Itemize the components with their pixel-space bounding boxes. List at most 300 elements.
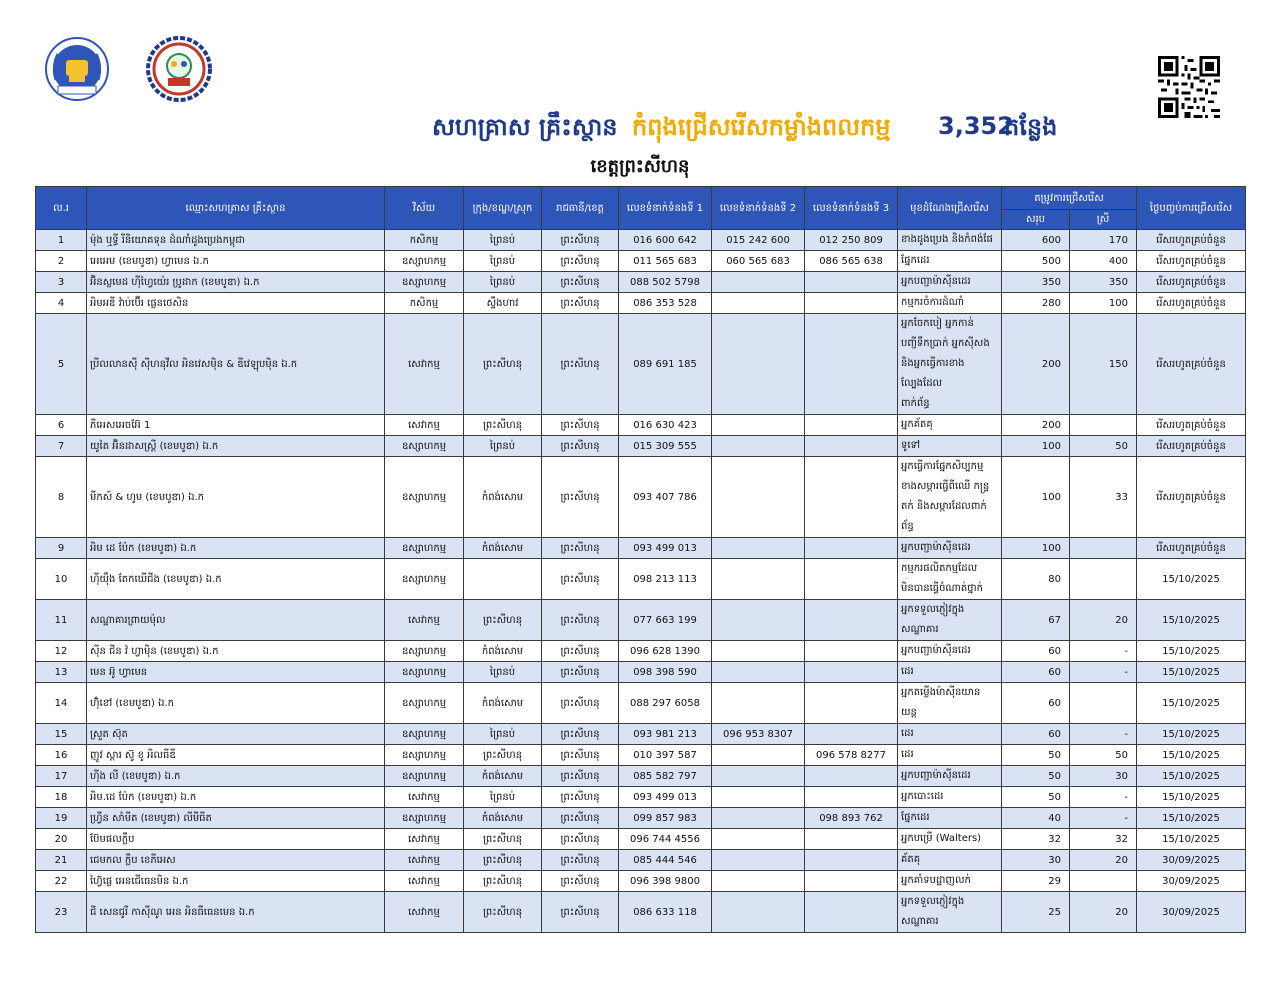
cell-total: 60 (1002, 683, 1070, 724)
cell-deadline: រើសរហូតគ្រប់ចំនួន (1137, 436, 1246, 457)
cell-company: ជី សេនជូរី កាស៊ីណូ អេន អិនធឺធេនមេន ឯ.ក (87, 892, 385, 933)
cell-province: ព្រះសីហនុ (542, 871, 619, 892)
cell-province: ព្រះសីហនុ (542, 808, 619, 829)
cell-sector: សេវាកម្ម (385, 850, 464, 871)
cell-phone2 (712, 892, 805, 933)
cell-total: 40 (1002, 808, 1070, 829)
cell-phone3 (805, 457, 898, 538)
cell-company: ហ្វ្រីន សាំមីត (ខេមបូឌា) លីមីធីត (87, 808, 385, 829)
cell-province: ព្រះសីហនុ (542, 745, 619, 766)
cell-company: មីកស៍ & ហូម (ខេមបូឌា) ឯ.ក (87, 457, 385, 538)
cell-province: ព្រះសីហនុ (542, 293, 619, 314)
cell-phone1: 011 565 683 (619, 251, 712, 272)
cell-phone3 (805, 766, 898, 787)
table-row (36, 766, 1246, 787)
cell-company: ជេមកល ក្លឹប ខេភីអេស (87, 850, 385, 871)
cell-phone1: 096 628 1390 (619, 641, 712, 662)
cell-deadline: 30/09/2025 (1137, 892, 1246, 933)
cell-deadline: រើសរហូតគ្រប់ចំនួន (1137, 293, 1246, 314)
position-line: និងអ្នកធ្វើការខាង (901, 358, 965, 369)
cell-province: ព្រះសីហនុ (542, 272, 619, 293)
cell-position (898, 724, 1002, 745)
cell-phone2 (712, 745, 805, 766)
cell-sector: ឧស្សាហកម្ម (385, 641, 464, 662)
cell-phone1: 086 633 118 (619, 892, 712, 933)
position-line: ពាក់ព័ន្ធ (901, 398, 930, 409)
table-row (36, 272, 1246, 293)
cell-deadline: 15/10/2025 (1137, 641, 1246, 662)
cell-phone1: 093 499 013 (619, 787, 712, 808)
cell-phone3 (805, 892, 898, 933)
cell-position (898, 641, 1002, 662)
cell-phone2: 015 242 600 (712, 230, 805, 251)
cell-deadline: 15/10/2025 (1137, 559, 1246, 600)
cell-sector: ឧស្សាហកម្ម (385, 683, 464, 724)
cell-total: 60 (1002, 641, 1070, 662)
cell-sector: ឧស្សាហកម្ម (385, 457, 464, 538)
cell-deadline: 15/10/2025 (1137, 724, 1246, 745)
position-line: មិនបានធ្វើចំណាត់ថ្នាក់ (901, 583, 984, 594)
cell-phone2 (712, 436, 805, 457)
cell-province: ព្រះសីហនុ (542, 892, 619, 933)
cell-company: អេអេម (ខេមបូឌា) ហ្វាមេន ឯ.ក (87, 251, 385, 272)
cell-no: 16 (36, 745, 87, 766)
cell-total: 100 (1002, 457, 1070, 538)
cell-female: 30 (1070, 766, 1137, 787)
cell-phone1: 088 502 5798 (619, 272, 712, 293)
cell-deadline: រើសរហូតគ្រប់ចំនួន (1137, 538, 1246, 559)
cell-no: 22 (36, 871, 87, 892)
cell-female: 400 (1070, 251, 1137, 272)
cell-phone3 (805, 850, 898, 871)
cell-female: - (1070, 787, 1137, 808)
cell-position (898, 808, 1002, 829)
position-line: អ្នកបញ្ជាម៉ាស៊ីនដេរ (901, 542, 971, 553)
cell-deadline: រើសរហូតគ្រប់ចំនួន (1137, 251, 1246, 272)
table-row (36, 724, 1246, 745)
cell-sector: ឧស្សាហកម្ម (385, 745, 464, 766)
position-line: អ្នកបញ្ជាម៉ាស៊ីនដេរ (901, 645, 971, 656)
cell-sector: កសិកម្ម (385, 230, 464, 251)
cell-company: ហ្វ៊ៃផ្លេ អេនជើធេនមិន ឯ.ក (87, 871, 385, 892)
table-row (36, 871, 1246, 892)
col-header-female: ស្រី (1070, 210, 1137, 230)
position-line: ខាងសម្ភារធ្វើពីឈើ កន្ទ្រ (901, 481, 990, 492)
cell-sector: កសិកម្ម (385, 293, 464, 314)
cell-district: ព្រៃនប់ (464, 251, 542, 272)
cell-no: 9 (36, 538, 87, 559)
cell-phone3 (805, 314, 898, 415)
cell-phone2: 096 953 8307 (712, 724, 805, 745)
cell-phone1: 016 630 423 (619, 415, 712, 436)
cell-district: ព្រះសីហនុ (464, 314, 542, 415)
cell-total: 100 (1002, 436, 1070, 457)
cell-total: 50 (1002, 745, 1070, 766)
table-row (36, 314, 1246, 415)
cell-phone1: 096 744 4556 (619, 829, 712, 850)
table-row (36, 538, 1246, 559)
cell-district: ស្ទឹងហាវ (464, 293, 542, 314)
cell-no: 3 (36, 272, 87, 293)
cell-phone1: 010 397 587 (619, 745, 712, 766)
cell-district: ព្រៃនប់ (464, 724, 542, 745)
total-count: 3,352 (938, 112, 1014, 140)
position-line: ល្បែងដែល (901, 378, 943, 389)
cell-position (898, 436, 1002, 457)
cell-phone1: 077 663 199 (619, 600, 712, 641)
cell-phone1: 016 600 642 (619, 230, 712, 251)
total-unit: កន្លែង (1004, 113, 1058, 141)
cell-district: ព្រៃនប់ (464, 436, 542, 457)
cell-position (898, 559, 1002, 600)
cell-total: 100 (1002, 538, 1070, 559)
position-line: ទូទៅ (901, 440, 921, 451)
position-line: អ្នកបម្រើ (Walters) (901, 833, 982, 844)
cell-company: អ៊ិនស្លមេដ ហ៊ីហ្វៃយ៉េរ ប្រូដាក (ខេមបូឌា) ឯ.ក (87, 272, 385, 293)
col-header-deadline: ថ្ងៃបញ្ចប់ការជ្រើសរើស (1137, 187, 1246, 230)
cell-no: 10 (36, 559, 87, 600)
cell-female (1070, 871, 1137, 892)
col-header-total: សរុប (1002, 210, 1070, 230)
col-header-company: ឈ្មោះសហគ្រាស គ្រឹះស្ថាន (87, 187, 385, 230)
cell-position (898, 871, 1002, 892)
table-row (36, 415, 1246, 436)
cell-district: ព្រះសីហនុ (464, 829, 542, 850)
cell-no: 17 (36, 766, 87, 787)
cell-total: 500 (1002, 251, 1070, 272)
cell-female: 20 (1070, 850, 1137, 871)
cell-province: ព្រះសីហនុ (542, 766, 619, 787)
position-line: ដេរ (901, 728, 914, 739)
cell-position (898, 272, 1002, 293)
cell-phone3: 012 250 809 (805, 230, 898, 251)
cell-female: 33 (1070, 457, 1137, 538)
cell-female: 50 (1070, 436, 1137, 457)
cell-district: ព្រះសីហនុ (464, 415, 542, 436)
table-row (36, 829, 1246, 850)
cell-no: 20 (36, 829, 87, 850)
cell-company: ម៉ុង ឬទ្ធី រីនិយោគទុន ដំណាំដូងប្រេងកម្ពុជា (87, 230, 385, 251)
cell-phone3 (805, 724, 898, 745)
cell-deadline: រើសរហូតគ្រប់ចំនួន (1137, 230, 1246, 251)
cell-deadline: 15/10/2025 (1137, 600, 1246, 641)
cell-sector: ឧស្សាហកម្ម (385, 662, 464, 683)
cell-phone2 (712, 808, 805, 829)
table-row (36, 683, 1246, 724)
cell-company: ប្រីលលានស៊ី ស៊ីហនុវីល អិនវេសម៉ិន & ឌីវេឡុបម៉ិន ឯ.ក (87, 314, 385, 415)
position-line: អ្នកបញ្ជាម៉ាស៊ីនដេរ (901, 770, 971, 781)
cell-phone2 (712, 600, 805, 641)
cell-phone3 (805, 272, 898, 293)
table-row (36, 787, 1246, 808)
cell-position (898, 683, 1002, 724)
col-header-no: ល.រ (36, 187, 87, 230)
ministry-logo (44, 36, 110, 102)
cell-no: 21 (36, 850, 87, 871)
cell-female: 100 (1070, 293, 1137, 314)
cell-female: 50 (1070, 745, 1137, 766)
cell-total: 29 (1002, 871, 1070, 892)
cell-sector: សេវាកម្ម (385, 415, 464, 436)
cell-district (464, 559, 542, 600)
cell-deadline: 15/10/2025 (1137, 787, 1246, 808)
table-row (36, 293, 1246, 314)
position-line: តក់ និងសម្ភារដែលពាក់ (901, 501, 987, 512)
cell-company: ហ៊ីង លី (ខេមបូឌា) ឯ.ក (87, 766, 385, 787)
cell-company: ញូវ ស្តារ ស៊ូ ខូ អិលធីឌី (87, 745, 385, 766)
cell-phone2: 060 565 683 (712, 251, 805, 272)
position-line: យន្ត (901, 707, 917, 718)
cell-total: 50 (1002, 787, 1070, 808)
cell-province: ព្រះសីហនុ (542, 457, 619, 538)
cell-deadline: រើសរហូតគ្រប់ចំនួន (1137, 314, 1246, 415)
cell-deadline: 30/09/2025 (1137, 871, 1246, 892)
cell-phone1: 098 213 113 (619, 559, 712, 600)
cell-phone3 (805, 415, 898, 436)
cell-phone3 (805, 293, 898, 314)
table-row (36, 850, 1246, 871)
cell-province: ព្រះសីហនុ (542, 641, 619, 662)
cell-phone2 (712, 457, 805, 538)
cell-phone3 (805, 787, 898, 808)
position-line: អ្នកទទួលភ្ញៀវក្នុង (901, 604, 965, 615)
cell-sector: សេវាកម្ម (385, 787, 464, 808)
page-title (0, 112, 1280, 148)
cell-sector: សេវាកម្ម (385, 600, 464, 641)
cell-no: 8 (36, 457, 87, 538)
cell-female: - (1070, 641, 1137, 662)
cell-position (898, 600, 1002, 641)
cell-phone1: 085 582 797 (619, 766, 712, 787)
cell-province: ព្រះសីហនុ (542, 559, 619, 600)
cell-company: ស្រួត ស៊ុត (87, 724, 385, 745)
cell-district: ព្រះសីហនុ (464, 600, 542, 641)
position-line: អ្នកទទួលភ្ញៀវក្នុង (901, 896, 965, 907)
position-line: អ្នកតម្លើងម៉ាស៊ីនយាន (901, 687, 981, 698)
qr-code[interactable] (1158, 56, 1220, 118)
cell-province: ព្រះសីហនុ (542, 251, 619, 272)
position-line: ផ្នែកដេរ (901, 255, 930, 266)
table-row (36, 230, 1246, 251)
cell-province: ព្រះសីហនុ (542, 787, 619, 808)
cell-deadline: 15/10/2025 (1137, 662, 1246, 683)
cell-phone2 (712, 314, 805, 415)
col-header-phone1: លេខទំនាក់ទំនងទី 1 (619, 187, 712, 230)
position-line: អ្នកគ័តគុ (901, 419, 933, 430)
cell-district: ព្រៃនប់ (464, 662, 542, 683)
position-line: កម្មករចំការដំណាំ (901, 297, 964, 308)
cell-company: ហ៊ុំខៅ (ខេមបូឌា) ឯ.ក (87, 683, 385, 724)
table-row (36, 745, 1246, 766)
cell-phone1: 093 981 213 (619, 724, 712, 745)
cell-female: 20 (1070, 600, 1137, 641)
cell-sector: សេវាកម្ម (385, 829, 464, 850)
cell-company: មេន អ៊ូ ហ្វាមេន (87, 662, 385, 683)
cell-total: 60 (1002, 662, 1070, 683)
cell-female: 170 (1070, 230, 1137, 251)
cell-province: ព្រះសីហនុ (542, 600, 619, 641)
cell-position (898, 745, 1002, 766)
cell-total: 60 (1002, 724, 1070, 745)
cell-province: ព្រះសីហនុ (542, 662, 619, 683)
cell-phone1: 098 398 590 (619, 662, 712, 683)
cell-phone1: 015 309 555 (619, 436, 712, 457)
cell-total: 600 (1002, 230, 1070, 251)
cell-sector: សេវាកម្ម (385, 314, 464, 415)
cell-district: កំពង់សោម (464, 538, 542, 559)
col-header-demand: តម្រូវការជ្រើសរើស (1002, 187, 1137, 210)
cell-position (898, 892, 1002, 933)
cell-total: 280 (1002, 293, 1070, 314)
cell-company: ភីអេសអេចអ៊ែ 1 (87, 415, 385, 436)
cell-district: កំពង់សោម (464, 808, 542, 829)
cell-phone2 (712, 683, 805, 724)
cell-phone3 (805, 600, 898, 641)
cell-phone2 (712, 871, 805, 892)
table-row (36, 892, 1246, 933)
cell-sector: ឧស្សាហកម្ម (385, 251, 464, 272)
cell-district: កំពង់សោម (464, 766, 542, 787)
cell-sector: ឧស្សាហកម្ម (385, 724, 464, 745)
cell-phone2 (712, 787, 805, 808)
cell-phone3 (805, 559, 898, 600)
cell-total: 200 (1002, 415, 1070, 436)
cell-no: 1 (36, 230, 87, 251)
cell-province: ព្រះសីហនុ (542, 415, 619, 436)
cell-phone2 (712, 662, 805, 683)
cell-position (898, 293, 1002, 314)
cell-district: ព្រៃនប់ (464, 230, 542, 251)
table-row (36, 662, 1246, 683)
cell-phone2 (712, 766, 805, 787)
cell-no: 6 (36, 415, 87, 436)
cell-phone2 (712, 559, 805, 600)
table-row (36, 600, 1246, 641)
cell-phone2 (712, 293, 805, 314)
cell-province: ព្រះសីហនុ (542, 683, 619, 724)
cell-no: 23 (36, 892, 87, 933)
cell-phone1: 093 499 013 (619, 538, 712, 559)
cell-no: 18 (36, 787, 87, 808)
cell-position (898, 230, 1002, 251)
cell-phone3 (805, 641, 898, 662)
cell-company: អិម ដេ ប៉ែក (ខេមបូឌា) ឯ.ក (87, 538, 385, 559)
cell-phone1: 085 444 546 (619, 850, 712, 871)
position-line: បញ្ជីទឹកប្រាក់ អ្នកស៊ីសង (901, 338, 990, 349)
cell-sector: ឧស្សាហកម្ម (385, 559, 464, 600)
cell-deadline: 15/10/2025 (1137, 808, 1246, 829)
cell-total: 30 (1002, 850, 1070, 871)
position-line: អ្នកបោះដេរ (901, 791, 944, 802)
cell-sector: សេវាកម្ម (385, 871, 464, 892)
cell-phone3 (805, 436, 898, 457)
cell-female: 32 (1070, 829, 1137, 850)
cell-total: 32 (1002, 829, 1070, 850)
cell-phone1: 099 857 983 (619, 808, 712, 829)
cell-province: ព្រះសីហនុ (542, 314, 619, 415)
cell-no: 2 (36, 251, 87, 272)
cell-phone2 (712, 829, 805, 850)
cell-province: ព្រះសីហនុ (542, 829, 619, 850)
cell-sector: ឧស្សាហកម្ម (385, 808, 464, 829)
cell-no: 15 (36, 724, 87, 745)
cell-sector: ឧស្សាហកម្ម (385, 436, 464, 457)
position-line: ខាងដូងប្រេង និងកំពង់ផែ (901, 234, 993, 245)
cell-deadline: 15/10/2025 (1137, 745, 1246, 766)
cell-female: 350 (1070, 272, 1137, 293)
cell-female (1070, 415, 1137, 436)
table-row (36, 457, 1246, 538)
position-line: ផ្នែកដេរ (901, 812, 930, 823)
cell-province: ព្រះសីហនុ (542, 436, 619, 457)
cell-phone2 (712, 850, 805, 871)
cell-sector: ឧស្សាហកម្ម (385, 272, 464, 293)
cell-phone3: 098 893 762 (805, 808, 898, 829)
cell-district: ព្រះសីហនុ (464, 892, 542, 933)
cell-no: 12 (36, 641, 87, 662)
cell-company: អិមអឌី វ៉ាប់ប៊ើរ ផ្លេនថេសិន (87, 293, 385, 314)
cell-phone3 (805, 871, 898, 892)
cell-phone3 (805, 829, 898, 850)
col-header-position: មុខដំណែងជ្រើសរើស (898, 187, 1002, 230)
position-line: ព័ន្ធ (901, 521, 914, 532)
cell-female (1070, 683, 1137, 724)
position-line: កម្មករផលិតកម្មដែល (901, 563, 978, 574)
cell-position (898, 766, 1002, 787)
position-line: ដេរ (901, 749, 914, 760)
cell-no: 19 (36, 808, 87, 829)
province-subtitle: ខេត្តព្រះសីហនុ (590, 156, 690, 177)
cell-position (898, 457, 1002, 538)
cell-deadline: 30/09/2025 (1137, 850, 1246, 871)
cell-no: 4 (36, 293, 87, 314)
cell-phone1: 096 398 9800 (619, 871, 712, 892)
cell-district: កំពង់សោម (464, 457, 542, 538)
table-row (36, 808, 1246, 829)
cell-total: 350 (1002, 272, 1070, 293)
cell-phone3 (805, 662, 898, 683)
cell-sector: ឧស្សាហកម្ម (385, 766, 464, 787)
cell-phone3: 096 578 8277 (805, 745, 898, 766)
title-enterprises: សហគ្រាស គ្រឹះស្ថាន (432, 113, 618, 141)
cell-district: ព្រៃនប់ (464, 787, 542, 808)
cell-female: 20 (1070, 892, 1137, 933)
cell-district: កំពង់សោម (464, 641, 542, 662)
table-row (36, 436, 1246, 457)
cell-phone1: 089 691 185 (619, 314, 712, 415)
title-recruiting: កំពុងជ្រើសរើសកម្លាំងពលកម្ម (632, 113, 891, 141)
cell-female: 150 (1070, 314, 1137, 415)
cell-phone2 (712, 538, 805, 559)
cell-phone3 (805, 683, 898, 724)
cell-province: ព្រះសីហនុ (542, 724, 619, 745)
cell-phone3: 086 565 638 (805, 251, 898, 272)
nea-logo (146, 36, 212, 102)
cell-district: ព្រៃនប់ (464, 272, 542, 293)
cell-phone2 (712, 415, 805, 436)
table-row (36, 641, 1246, 662)
cell-position (898, 850, 1002, 871)
position-line: សណ្ឋាគារ (901, 916, 939, 927)
position-line: អ្នកចែកបៀ អ្នកកាន់ (901, 318, 974, 329)
position-line: សណ្ឋាគារ (901, 624, 939, 635)
col-header-district: ក្រុង/ខណ្ឌ/ស្រុក (464, 187, 542, 230)
table-row (36, 559, 1246, 600)
col-header-phone3: លេខទំនាក់ទំនងទី 3 (805, 187, 898, 230)
cell-no: 13 (36, 662, 87, 683)
cell-position (898, 829, 1002, 850)
cell-sector: សេវាកម្ម (385, 892, 464, 933)
